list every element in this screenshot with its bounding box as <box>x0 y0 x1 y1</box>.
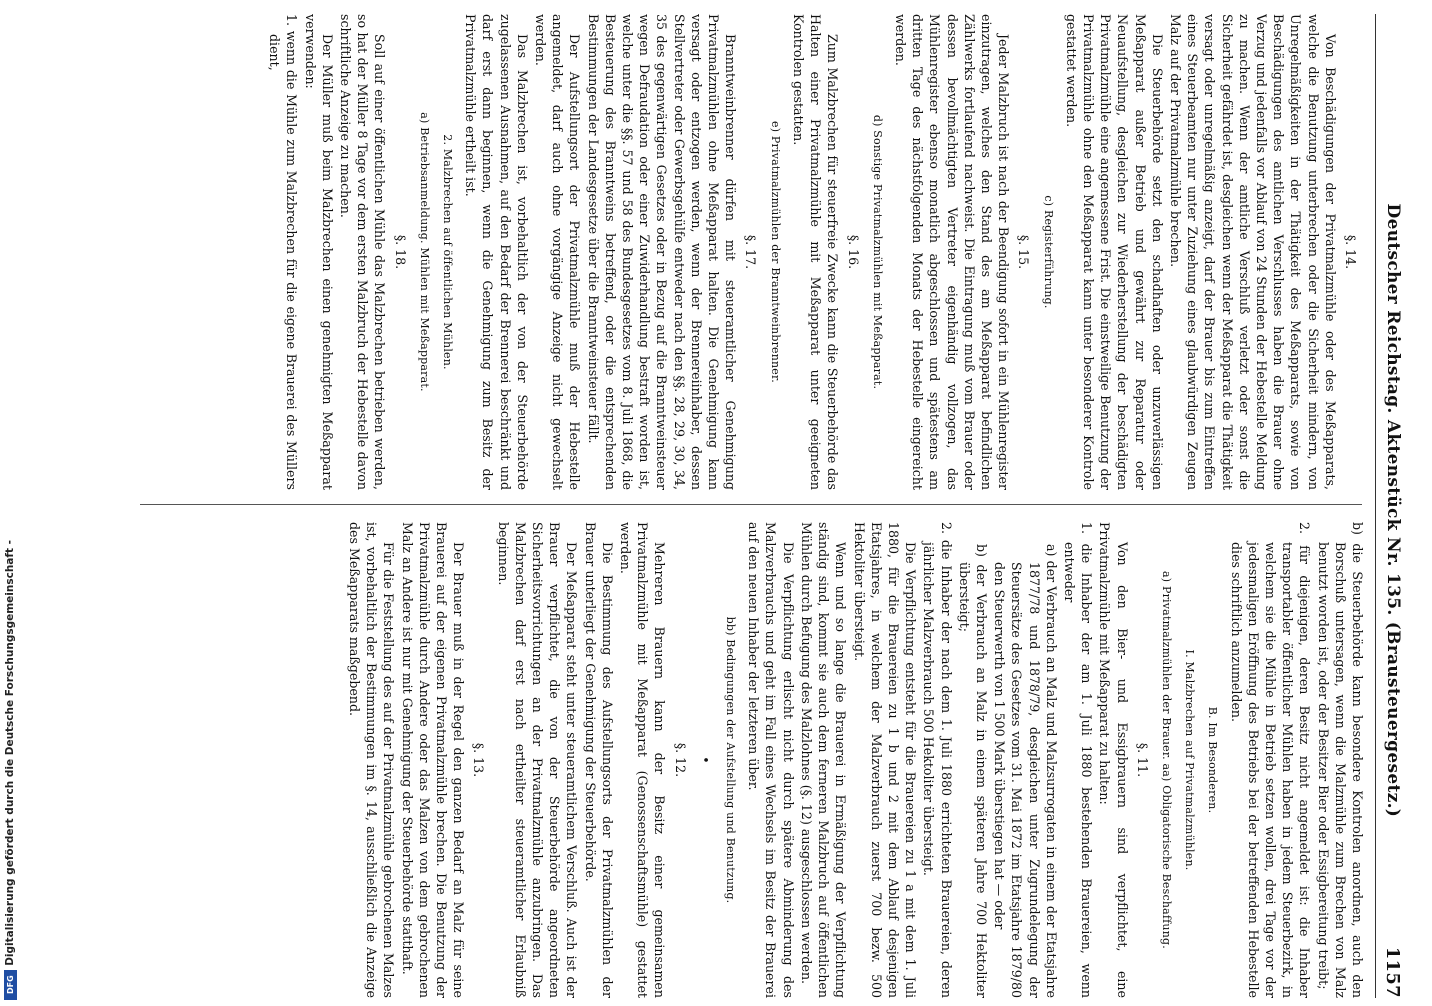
paragraph: b) die Steuerbehörde kann besondere Kontrolen anordnen, auch den Borschuß untersagen, wenn die Malzmühle zum Brechen von Malz benutzt worden ist, oder der Besitzer Bier oder Essigbereitung treibt; <box>1315 522 1365 998</box>
subheading: d) Sonstige Privatmalzmühlen mit Meßapparat. <box>870 114 884 390</box>
paragraph: Branntweinbrenner dürfen mit steueramtlicher Genehmigung Privatmalzmühlen ohne Meßapparat halten. Die Genehmigung kann versagt oder entzogen werden, wenn der Brennereiinhaber, dessen Stellvertreter oder Gewerbsgehülfe entweder nach den §§. 28, 29, 30, 34, 35 des gegenwärtigen Gesetzes oder in Bezug auf die Branntweinsteuer wegen Defraudation oder einer Zuwiderhandlung bestraft worden ist, welche unter die §§. 57 und 58 des Bundesgesetzes vom 8. Juli 1868, die Besteuerung des Branntweins betreffend, oder die entsprechenden Bestimmungen der Landesgesetze über die Branntweinsteuer fällt. <box>585 14 739 490</box>
paragraph: 2. die Inhaber der nach dem 1. Juli 1880 errichteten Brauereien, deren jährlicher Malzverbrauch 500 Hektoliter übersteigt. <box>921 522 954 998</box>
paragraph: Zum Malzbrechen für steuerfreie Zwecke kann die Steuerbehörde das Halten einer Privatmalzmühle mit Meßapparat unter geeigneten Kontrolen gestatten. <box>790 14 841 490</box>
column-divider <box>140 504 1362 505</box>
ornament: • <box>697 756 713 764</box>
subheading: I. Malzbrechen auf Privatmalzmühlen. <box>1183 649 1197 871</box>
paragraph: Der Brauer muß in der Regel den ganzen Bedarf an Malz für seine Brauerei auf der eigenen Privatmalzmühle brechen. Die Benutzung der Privatmalzmühle durch Andere oder das Malzen von dem gebrochenen Malz an Andere ist nur mit Genehmigung der Steuerbehörde statthaft. <box>399 522 467 998</box>
digitization-credit <box>0 540 20 1000</box>
paragraph: Für die Feststellung des auf der Privatmalzmühle gebrochenen Malzes ist, vorbehaltlich der Bestimmungen im §. 14, ausschließlich die Anzeige des Meßapparats maßgebend. <box>347 522 397 998</box>
paragraph: b) der Verbrauch an Malz in einem späteren Jahre 700 Hektoliter übersteigt; <box>956 544 989 998</box>
paragraph: 2. für diejenigen, deren Besitz nicht angemeldet ist: die Inhaber transportabler öffentlicher Mühlen haben in jedem Steuerbezirk, in welchem sie die Mühle in Betrieb setzen wollen, drei Tage vor der jedesmaligen Eröffnung des Betriebs bei der betreffenden Hebestelle dies schriftlich anzumelden. <box>1228 522 1313 998</box>
paragraph: Der Müller muß beim Malzbrechen einen genehmigten Meßapparat verwenden: <box>302 14 335 490</box>
paragraph: Wenn und so lange die Brauerei in Ermäßigung der Verpflichtung ständig sind, kommt sie auch dem ferneren Malzbruch auf öffentlichen Mühlen durch Befugung des Malzlohnes (§. 12) ausgeschlossen werden. <box>798 522 849 998</box>
paragraph: Die Verpflichtung entsteht für die Brauereien zu 1 a mit dem 1. Juli 1880, für die Brauereien zu 1 b und 2 mit dem Ablauf desjenigen Etatsjahres, in welchem der Malzverbrauch zuerst 700 bezw. 500 Hektoliter übersteigt. <box>851 522 919 998</box>
section-heading: §. 12. <box>672 742 688 778</box>
paragraph: Die Verpflichtung erlischt nicht durch spätere Abminderung des Malzverbrauchs und geht im Fall eines Wechsels im Besitz der Brauerei auf den neuen Inhaber der letzteren über. <box>746 522 796 998</box>
paragraph: 1. die Inhaber der am 1. Juli 1880 bestehenden Brauereien, wenn entweder <box>1061 522 1095 998</box>
rotated-page-content <box>128 6 1418 1006</box>
subheading: 2. Malzbrechen auf öffentlichen Mühlen. <box>441 134 455 370</box>
text-columns <box>136 14 1366 998</box>
subheading: bb) Bedingungen der Aufstellung und Benutzung. <box>724 616 738 904</box>
dfg-logo-icon: DFG <box>4 970 17 1000</box>
page-number: 1157 <box>1382 946 1404 998</box>
page-header <box>1375 14 1410 998</box>
section-heading: §. 18. <box>392 234 408 270</box>
subheading: B. Im Besonderen. <box>1206 706 1220 814</box>
section-heading: §. 17. <box>743 234 759 270</box>
paragraph: Jeder Malzbruch ist nach der Beendigung sofort in ein Mühlenregister einzutragen, welches den Stand des am Meßapparat befindlichen Zählwerks fortlaufend nachweist. Die Eintragung muß vom Brauer oder dessen bevollmächtigten Vertreter eigenhändig vollzogen, das Mühlenregister ebenso monatlich abgeschlossen und spätestens am dritten Tage des nächstfolgenden Monats der Hebestelle eingereicht werden. <box>892 14 1012 490</box>
paragraph: Von Beschädigungen der Privatmalzmühle oder des Meßapparats, welche die Benutzung unterbrechen oder die Sicherheit mindern, von Unregelmäßigkeiten in der Thätigkeit des Meßapparats, sowie von Beschädigungen des amtlichen Verschlusses haben die Brauer ohne Verzug und jedenfalls vor Ablauf von 24 Stunden der Hebestelle Meldung zu machen. Wenn der amtliche Verschluß verletzt oder sonst die Sicherheit gefährdet ist, desgleichen wenn der Meßapparat die Thätigkeit versagt oder unregelmäßig anzeigt, darf der Brauer bis zum Eintreffen eines Steuerbeamten nur unter Zuziehung eines glaubwürdigen Zeugen Malz auf der Privatmalzmühle brechen. <box>1167 14 1338 490</box>
paragraph: Mehreren Brauern kann der Besitz einer gemeinsamen Privatmalzmühle mit Meßapparat (Genossenschaftsmühle) gestattet werden. <box>618 522 668 998</box>
paragraph: Die Bestimmung des Aufstellungsorts der Privatmalzmühlen der Brauer unterliegt der Genehmigung der Steuerbehörde. <box>582 522 615 998</box>
paragraph: Soll auf einer öffentlichen Mühle das Malzbrechen betrieben werden, so hat der Müller 8 Tage vor dem ersten Malzbruch der Hebestelle davon schriftliche Anzeige zu machen. <box>338 14 388 490</box>
paragraph: Das Malzbrechen ist, vorbehaltlich der von der Steuerbehörde zugelassenen Ausnahmen, auf den Bedarf der Brennerei beschränkt und darf erst dann beginnen, wenn die Genehmigung zum Besitz der Privatmalzmühle ertheilt ist. <box>463 14 530 490</box>
section-heading: §. 16. <box>845 234 861 270</box>
section-heading: §. 11. <box>1134 742 1150 778</box>
subheading: a) Betriebsanmeldung. Mühlen mit Meßapparat. <box>417 112 431 392</box>
paragraph: Die Steuerbehörde setzt den schadhaften oder unzuverlässigen Meßapparat außer Betrieb und gewährt zur Reparatur oder Neuaufstellung, desgleichen zur Wiederherstellung der beschädigten Privatmalzmühle eine angemessene Frist. Die einstweilige Benutzung der Privatmalzmühle ohne den Meßapparat kann unter besonderer Kontrole gestattet werden. <box>1063 14 1165 490</box>
paragraph: a) der Verbrauch an Malz und Malzsurrogaten in einem der Etatsjahre 1877/78 und 1878/79, desgleichen unter Zugrundelegung der Steuersätze des Gesetzes vom 31. Mai 1872 im Etatsjahre 1879/80 den Steuerwerth von 1 500 Mark überstiegen hat — oder <box>992 544 1059 998</box>
paragraph: Der Meßapparat steht unter steueramtlichem Verschluß. Auch ist der Brauer verpflichtet, die von der Steuerbehörde angeordneten Sicherheitsvorrichtungen an der Privatmalzmühle anzubringen. Das Malzbrechen darf erst nach ertheilter steueramtlicher Erlaubniß beginnen. <box>495 522 580 998</box>
column-left <box>136 522 1366 998</box>
column-right <box>136 14 1366 490</box>
section-heading: §. 13. <box>471 742 487 778</box>
subheading: c) Registerführung. <box>1041 195 1055 309</box>
section-heading: §. 15. <box>1016 234 1032 270</box>
section-heading: §. 14. <box>1343 234 1358 270</box>
paragraph: Von den Bier- und Essigbrauern sind verpflichtet, eine Privatmalzmühle mit Meßapparat zu halten: <box>1097 522 1130 998</box>
subheading: a) Privatmalzmühlen der Brauer. aa) Obligatorische Beschaffung. <box>1159 571 1173 949</box>
credit-text: Digitalisierung gefördert durch die Deutsche Forschungsgemeinschaft - <box>4 540 16 966</box>
subheading: e) Privatmalzmühlen der Branntweinbrenner. <box>768 121 782 383</box>
paragraph: Der Aufstellungsort der Privatmalzmühle muß der Hebestelle angemeldet, darf auch ohne vorgängige Anzeige nicht gewechselt werden. <box>533 14 583 490</box>
running-head: Deutscher Reichstag. Aktenstück Nr. 135. (Brausteuergesetz.) <box>1383 203 1403 818</box>
paragraph: 1. wenn die Mühle zum Malzbrechen für die eigene Brauerei des Müllers dient, <box>267 14 300 490</box>
